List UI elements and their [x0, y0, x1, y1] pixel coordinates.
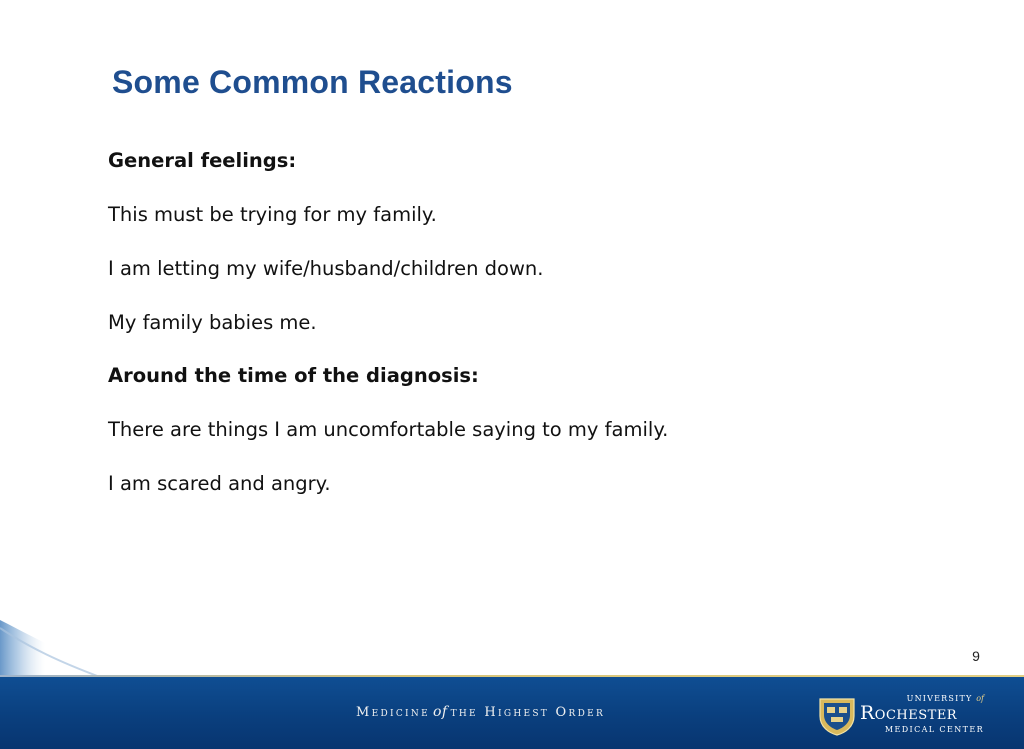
statement-line: There are things I am uncomfortable saying to my family. — [108, 418, 669, 441]
page-number: 9 — [972, 648, 980, 664]
tagline-of: of — [432, 704, 448, 720]
logo-rochester-text: Rochester — [860, 702, 958, 724]
statement-line: My family babies me. — [108, 311, 317, 334]
tagline-part1: Medicine — [356, 705, 430, 720]
shield-icon — [818, 696, 856, 736]
footer-tagline — [356, 704, 605, 720]
tagline-part2: the Highest Order — [450, 705, 606, 720]
university-logo — [818, 694, 990, 738]
logo-university-text: UNIVERSITY — [906, 694, 973, 703]
logo-of-text: of — [976, 694, 984, 703]
section-heading-diagnosis: Around the time of the diagnosis: — [108, 364, 479, 387]
statement-line: I am letting my wife/husband/children down. — [108, 257, 544, 280]
statement-line: This must be trying for my family. — [108, 203, 437, 226]
section-heading-general-feelings: General feelings: — [108, 149, 297, 172]
statement-line: I am scared and angry. — [108, 472, 331, 495]
logo-medical-center-text: MEDICAL CENTER — [884, 725, 984, 734]
slide-title: Some Common Reactions — [112, 64, 513, 100]
